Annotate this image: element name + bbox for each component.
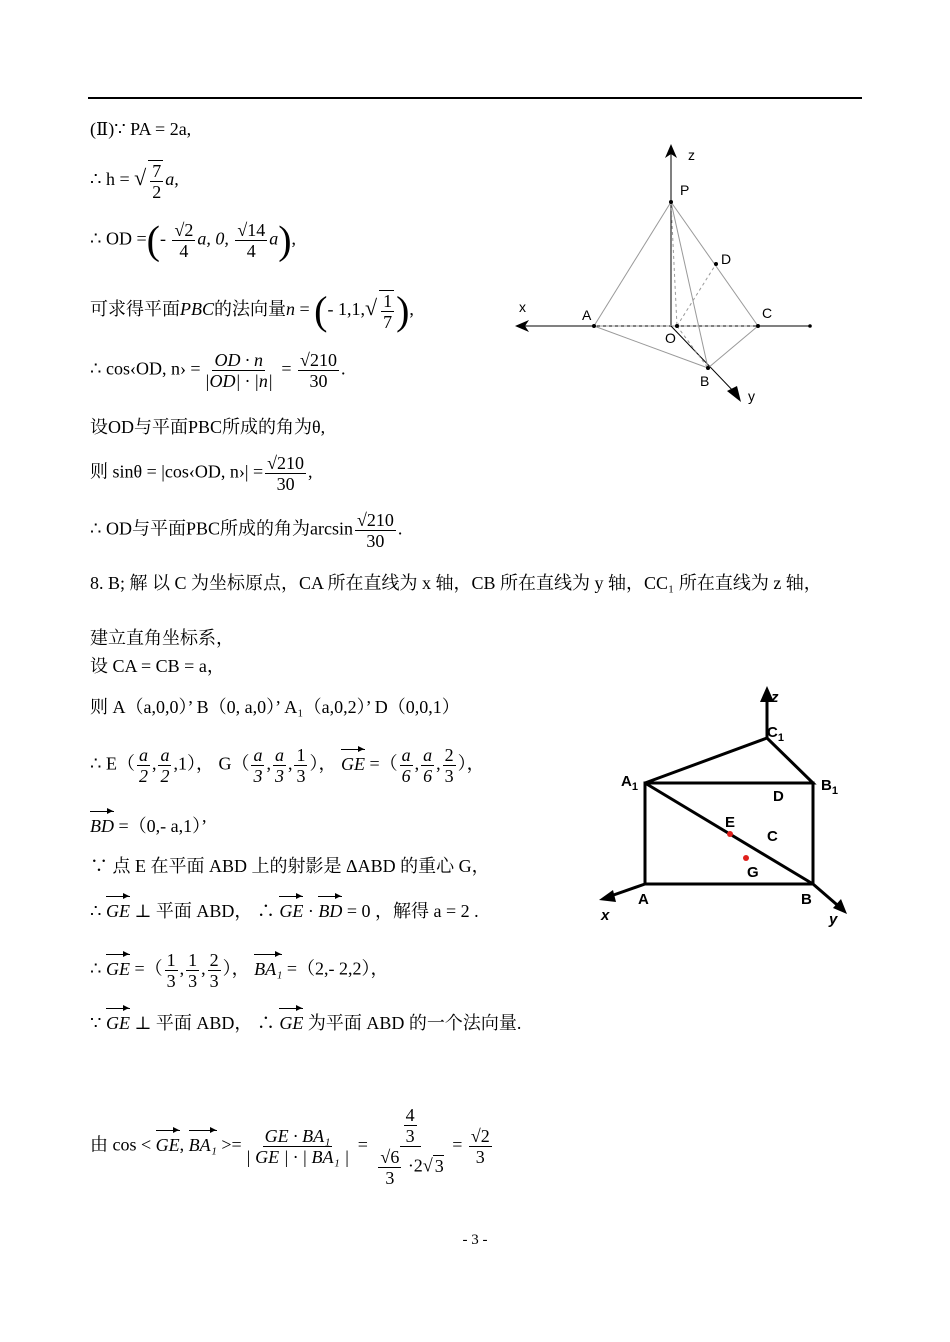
den: 6 (401, 766, 411, 786)
text: = (276, 358, 297, 379)
q8-line2: 建立直角坐标系， (90, 628, 234, 648)
vector: BD (318, 901, 343, 921)
fraction (165, 950, 178, 991)
den: 4 (179, 241, 189, 261)
fraction (355, 510, 396, 551)
q8-line1: 8. B; 解 以 C 为坐标原点，CA 所在直线为 x 轴，CB 所在直线为 y 轴，CC₁ 所在直线为 z 轴， (90, 573, 822, 593)
text: - 1,1, (327, 299, 365, 320)
part2-line1: (Ⅱ)∵ PA = 2a, (90, 119, 192, 139)
sqrt-sign: √ (134, 165, 147, 191)
den: 3 (188, 971, 198, 991)
text: = (447, 1134, 467, 1155)
label-p: P (680, 182, 690, 198)
fraction (158, 745, 171, 786)
text: ⊥ 平面 ABD， ∴ (129, 901, 280, 921)
q8-line9 (90, 950, 389, 991)
num-val: 14 (247, 220, 266, 240)
num: 4 (405, 1105, 415, 1125)
den: 6 (423, 766, 433, 786)
text: n (286, 299, 295, 320)
num: √14 (237, 220, 266, 240)
part2-line2 (90, 160, 179, 202)
label-b1-main: B (821, 777, 832, 794)
point-a (592, 324, 596, 328)
fraction (421, 745, 434, 786)
text: . (340, 358, 346, 379)
den: 3 (296, 766, 306, 786)
label-d: D (773, 788, 784, 805)
fraction (273, 745, 286, 786)
text: 可求得平面 (90, 299, 180, 320)
point-c (756, 324, 760, 328)
label-d: D (721, 251, 732, 267)
label-g: G (747, 864, 759, 881)
text: . (397, 518, 403, 539)
num: 2 (444, 745, 454, 765)
num: GE · BA₁ (264, 1126, 331, 1146)
q8-line10 (90, 1012, 521, 1034)
text: =（0,- a,1）’ (114, 816, 208, 836)
num: a (160, 745, 170, 765)
num: √210 (267, 453, 305, 473)
vector: GE (340, 753, 365, 774)
q8-line4: 则 A（a,0,0）’ B（0, a,0）’ A₁（a,0,2）’ D（0,0,1） (90, 697, 460, 717)
text: ∵ (90, 1013, 106, 1033)
part2-line7 (90, 453, 313, 494)
text: 由 cos < (90, 1134, 156, 1155)
label-e: E (725, 814, 736, 831)
text: ∴ OD与平面PBC所成的角为arcsin (90, 518, 353, 539)
label-a: A (638, 891, 649, 908)
num-val: 210 (277, 453, 305, 473)
text: = (353, 1134, 373, 1155)
fraction (208, 950, 221, 991)
paren: ) (396, 288, 410, 333)
text: , (266, 753, 271, 774)
num: 2 (209, 950, 219, 970)
num: OD · n (214, 350, 263, 370)
num: √210 (300, 350, 337, 370)
part2-line8 (90, 510, 402, 551)
text: ∴ h = (90, 169, 135, 190)
num-val: 210 (366, 510, 394, 530)
fraction (404, 1105, 417, 1146)
label-a1 (621, 773, 638, 793)
point-g (743, 855, 749, 861)
den: 3 (209, 971, 219, 991)
text: , (308, 461, 313, 482)
vector: BD (90, 816, 114, 836)
label-b: B (801, 891, 812, 908)
fraction (443, 745, 456, 786)
fraction (298, 350, 339, 391)
pyramid-diagram (505, 140, 825, 410)
den: 4 (246, 241, 256, 261)
sqrt-sign: √ (364, 295, 378, 321)
label-a: A (582, 307, 592, 323)
point-b (706, 366, 710, 370)
text: , (201, 958, 206, 979)
axis-end-point (808, 324, 812, 328)
num-val: 2 (480, 1126, 490, 1146)
fraction (379, 290, 394, 332)
den: 3 (274, 766, 284, 786)
point-o (675, 324, 679, 328)
text: , (179, 1134, 189, 1155)
label-z: z (771, 689, 779, 706)
label-a1-main: A (621, 773, 632, 790)
text: ）， (457, 753, 485, 774)
fraction (203, 350, 275, 391)
text: - (159, 228, 171, 249)
top-face (645, 738, 813, 783)
fraction (378, 1147, 401, 1188)
text: = 0 ，解得 a = 2 . (342, 901, 479, 921)
point-p (669, 200, 673, 204)
text: 则 sinθ = |cos‹OD, n›| = (90, 461, 264, 482)
label-y: y (829, 911, 838, 928)
page-number: - 3 - (462, 1232, 488, 1248)
label-x: x (519, 299, 526, 315)
part2-line3: ∴ OD =(- $\frac{√2}{4}$ a, 0, $\frac{√14}{4}$ a), (90, 217, 297, 263)
num: 1 (188, 950, 198, 970)
num (400, 1105, 421, 1147)
paren: ( (146, 217, 160, 263)
text: , (414, 753, 420, 774)
vector: GE (279, 901, 304, 921)
vector: GE (105, 958, 130, 979)
text: , (179, 958, 185, 979)
num: √2 (470, 1126, 490, 1146)
label-b: B (700, 373, 710, 389)
point-e (727, 831, 733, 837)
point-d (714, 262, 718, 266)
text: PBC (180, 299, 214, 320)
text: a, (165, 169, 179, 190)
text: >= (216, 1134, 242, 1155)
num: √2 (174, 220, 194, 240)
vector: GE (155, 1134, 180, 1155)
q8-line7: ∵ 点 E 在平面 ABD 上的射影是 ΔABD 的重心 G， (90, 856, 490, 876)
den: 30 (366, 531, 385, 551)
y-arrow-icon (727, 386, 741, 402)
num-val: 210 (309, 350, 337, 370)
den: 30 (309, 371, 328, 391)
edge-pa (594, 202, 671, 326)
text: ∴ cos‹OD, n› = (90, 358, 201, 379)
q8-line3: 设 CA = CB = a， (90, 656, 225, 676)
q8-line5 (90, 745, 485, 786)
text: , (151, 753, 157, 774)
label-y: y (748, 388, 755, 404)
text: ⊥ 平面 ABD， ∴ (129, 1013, 280, 1033)
vector: GE (105, 1013, 130, 1033)
vector: BA₁ (188, 1134, 217, 1155)
den: 3 (253, 766, 263, 786)
text: · (303, 901, 319, 921)
vector: GE (279, 1013, 304, 1033)
num: √210 (356, 510, 394, 530)
fraction (235, 220, 267, 261)
text: a, 0, (197, 228, 234, 249)
num: 1 (166, 950, 176, 970)
fraction (251, 745, 264, 786)
text: ）， (222, 958, 255, 979)
text: a (269, 228, 279, 249)
text: =（ (129, 958, 163, 979)
label-c1-sub: 1 (777, 732, 784, 744)
q8-line11 (90, 1105, 494, 1188)
part2-line6: 设OD与平面PBC所成的角为θ, (90, 417, 326, 437)
fraction (265, 453, 306, 494)
label-x: x (601, 907, 610, 924)
label-c1-main: C (767, 724, 778, 741)
den: 2 (152, 182, 162, 202)
x-arrow-icon (599, 890, 616, 902)
paren: ( (314, 288, 328, 333)
fraction (148, 160, 163, 202)
text: , (436, 753, 441, 774)
den: 3 (444, 766, 454, 786)
text: ∴ E（ (90, 753, 135, 774)
num: a (401, 745, 411, 765)
den: 7 (383, 312, 393, 332)
fraction (294, 745, 307, 786)
label-a1-sub: 1 (631, 781, 638, 793)
q8-line6 (90, 815, 207, 837)
den: 3 (166, 971, 176, 991)
header-rule (88, 97, 862, 99)
num: 1 (296, 745, 306, 765)
den: 2 (138, 766, 148, 786)
text: ∴ (90, 901, 106, 921)
label-z: z (688, 147, 695, 163)
part2-line4 (90, 290, 414, 332)
label-b1-sub: 1 (831, 785, 838, 797)
text: 为平面 ABD 的一个法向量. (303, 1013, 522, 1033)
den: 3 (405, 1126, 415, 1146)
fraction (172, 220, 195, 261)
fraction (374, 1105, 445, 1188)
den: 3 (475, 1147, 485, 1167)
label-b1 (821, 777, 838, 797)
num-val: 6 (390, 1147, 400, 1167)
fraction (400, 745, 413, 786)
den: 30 (276, 474, 295, 494)
prism-diagram (595, 680, 865, 935)
den: | GE | · | BA₁ | (245, 1147, 350, 1167)
edge-cb (708, 326, 758, 368)
num: a (253, 745, 263, 765)
num: √6 (380, 1147, 400, 1167)
label-o: O (665, 330, 676, 346)
vector: GE (105, 901, 130, 921)
text: 的法向量 (214, 299, 286, 320)
segment-po (671, 202, 677, 326)
num-val: 2 (184, 220, 194, 240)
vector: BA₁ (254, 958, 283, 979)
label-c: C (762, 305, 773, 321)
num: 7 (152, 161, 162, 181)
text: ∴ OD = (90, 228, 147, 249)
text: = (295, 299, 315, 320)
text: , (287, 753, 293, 774)
text: =（2,- 2,2）， (282, 958, 389, 979)
paren: ) (278, 217, 292, 263)
part2-line5 (90, 350, 345, 391)
den: $\frac{√6}{3}$ ·2√ 3 (380, 1147, 444, 1188)
den: 3 (385, 1168, 395, 1188)
text: ∴ (90, 958, 106, 979)
num: a (274, 745, 284, 765)
num: 1 (383, 291, 393, 311)
den: |OD| · |n| (204, 371, 273, 391)
num: a (138, 745, 148, 765)
fraction (469, 1126, 492, 1167)
fraction (244, 1126, 352, 1167)
text: =（ (364, 753, 398, 774)
num: a (423, 745, 433, 765)
text: ·2 (403, 1155, 423, 1176)
fraction (137, 745, 150, 786)
label-c: C (767, 828, 778, 845)
sqrt-val: 3 (434, 1155, 444, 1176)
text: ）， (309, 753, 341, 774)
den: 2 (160, 766, 170, 786)
q8-line8 (90, 900, 479, 922)
text: ,1）， G（ (173, 753, 250, 774)
text: , (409, 299, 414, 320)
fraction (186, 950, 199, 991)
